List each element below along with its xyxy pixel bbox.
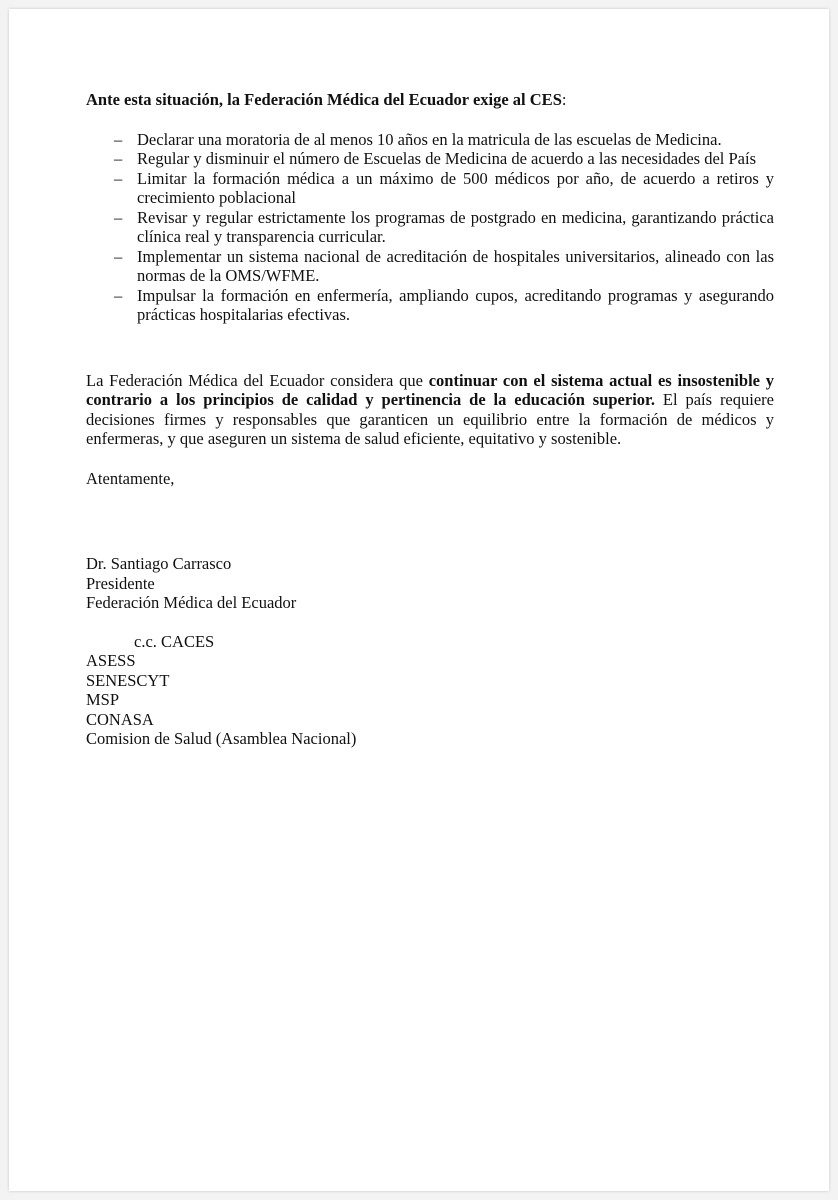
cc-item: MSP	[86, 690, 120, 709]
cc-item: ASESS	[86, 651, 136, 670]
dash-bullet: –	[114, 246, 123, 266]
heading-colon: :	[561, 90, 567, 109]
list-item	[86, 247, 774, 286]
list-item-text: Implementar un sistema nacional de acreditación de hospitales universitarios, alineado con las normas de la OMS/WFME.	[137, 246, 774, 285]
cc-item: CONASA	[86, 709, 154, 729]
cc-item: SENESCYT	[86, 670, 170, 690]
paragraph-intro: La Federación Médica del Ecuador considera que	[86, 370, 429, 390]
signature-block	[86, 554, 774, 613]
conclusion-paragraph	[86, 371, 774, 449]
list-item	[86, 286, 774, 325]
cc-item: c.c. CACES	[134, 631, 215, 651]
list-item-text: Impulsar la formación en enfermería, ampliando cupos, acreditando programas y asegurando prácticas hospitalarias efectivas.	[137, 285, 774, 324]
dash-bullet: –	[114, 168, 123, 188]
signer-organization: Federación Médica del Ecuador	[86, 593, 297, 612]
list-item-text: Limitar la formación médica a un máximo de 500 médicos por año, de acuerdo a retiros y crecimiento poblacional	[137, 168, 774, 207]
list-item-text: Revisar y regular estrictamente los programas de postgrado en medicina, garantizando práctica clínica real y transparencia curricular.	[137, 207, 774, 246]
list-item	[86, 149, 774, 169]
list-item-text: Regular y disminuir el número de Escuelas de Medicina de acuerdo a las necesidades del País	[137, 149, 756, 168]
signer-title: Presidente	[86, 573, 155, 593]
list-item	[86, 130, 774, 150]
dash-bullet: –	[114, 129, 123, 149]
document-page	[9, 9, 829, 1191]
signer-name: Dr. Santiago Carrasco	[86, 554, 232, 573]
list-item	[86, 208, 774, 247]
closing-salutation: Atentamente,	[86, 468, 175, 488]
paragraph-rest: El país requiere decisiones firmes y responsables que garanticen un equilibrio entre la formación de médicos y enfermeras, y que aseguren un sistema de salud eficiente, equitativo y sostenible.	[86, 390, 774, 448]
cc-item: Comision de Salud (Asamblea Nacional)	[86, 729, 357, 748]
letter-body	[86, 90, 774, 749]
heading-text: Ante esta situación, la Federación Médica del Ecuador exige al CES	[86, 90, 562, 109]
demands-list	[86, 130, 774, 325]
demands-heading	[86, 90, 774, 110]
dash-bullet: –	[114, 285, 123, 305]
dash-bullet: –	[114, 207, 123, 227]
cc-list	[86, 632, 774, 749]
list-item	[86, 169, 774, 208]
list-item-text: Declarar una moratoria de al menos 10 años en la matricula de las escuelas de Medicina.	[137, 129, 722, 149]
dash-bullet: –	[114, 149, 123, 168]
paragraph-emphasis: continuar con el sistema actual es insostenible y contrario a los principios de calidad y pertinencia de la educación superior.	[86, 370, 774, 409]
